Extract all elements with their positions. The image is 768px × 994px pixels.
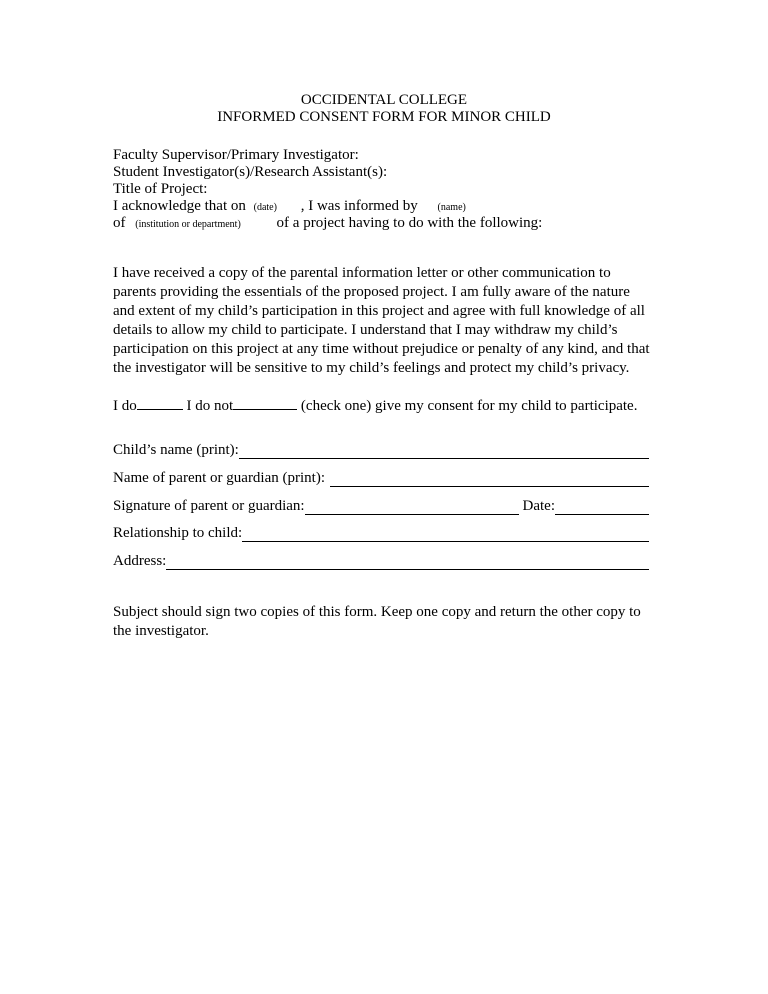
- consent-text: (check one) give my consent for my child to participate.: [300, 398, 638, 414]
- child-name-field: [113, 441, 649, 459]
- child-name-input[interactable]: [239, 444, 649, 459]
- date-hint: (date): [253, 202, 277, 213]
- do-blank[interactable]: [137, 396, 183, 410]
- student-label: Student Investigator(s)/Research Assistant(s):: [113, 164, 388, 180]
- do-not-label: I do not: [186, 398, 234, 414]
- faculty-label: Faculty Supervisor/Primary Investigator:: [113, 147, 359, 163]
- header-institution: OCCIDENTAL COLLEGE: [300, 92, 468, 108]
- ack-text-a: I acknowledge that on: [113, 198, 246, 214]
- relationship-label: Relationship to child:: [113, 525, 243, 541]
- parent-name-field: [113, 469, 649, 487]
- signature-field: [113, 497, 649, 515]
- consent-choice-line: [113, 396, 637, 415]
- of-text-b: of a project having to do with the following:: [276, 215, 543, 231]
- of-text-a: of: [113, 215, 126, 231]
- signature-label: Signature of parent or guardian:: [113, 498, 305, 514]
- child-name-label: Child’s name (print):: [113, 442, 239, 458]
- footer-instructions: Subject should sign two copies of this form. Keep one copy and return the other copy to the investigator.: [113, 604, 641, 639]
- form-title: INFORMED CONSENT FORM FOR MINOR CHILD: [217, 109, 551, 125]
- signature-input[interactable]: [305, 500, 519, 515]
- consent-paragraph: I have received a copy of the parental information letter or other communication to parents providing the essentials of the proposed project. I am fully aware of the nature and extent of my child’s participation in this project and agree with full knowledge of all details to allow my child to participate. I understand that I may withdraw my child’s participation on this project at any time without prejudice or penalty of any kind, and that the investigator will be sensitive to my child’s feelings and protect my child’s privacy.: [113, 265, 650, 376]
- relationship-input[interactable]: [242, 527, 649, 542]
- name-hint: (name): [437, 202, 466, 213]
- ack-text-b: , I was informed by: [300, 198, 418, 214]
- institution-hint: (institution or department): [135, 219, 241, 230]
- parent-name-input[interactable]: [330, 472, 649, 487]
- do-not-blank[interactable]: [233, 396, 297, 410]
- of-line: [113, 214, 542, 234]
- date-label: Date:: [522, 498, 555, 514]
- address-field: [113, 552, 649, 570]
- address-label: Address:: [113, 553, 167, 569]
- address-input[interactable]: [166, 555, 649, 570]
- project-title-label: Title of Project:: [113, 181, 208, 197]
- date-input[interactable]: [555, 500, 649, 515]
- parent-name-label: Name of parent or guardian (print):: [113, 470, 325, 486]
- relationship-field: [113, 524, 649, 542]
- do-label: I do: [113, 398, 137, 414]
